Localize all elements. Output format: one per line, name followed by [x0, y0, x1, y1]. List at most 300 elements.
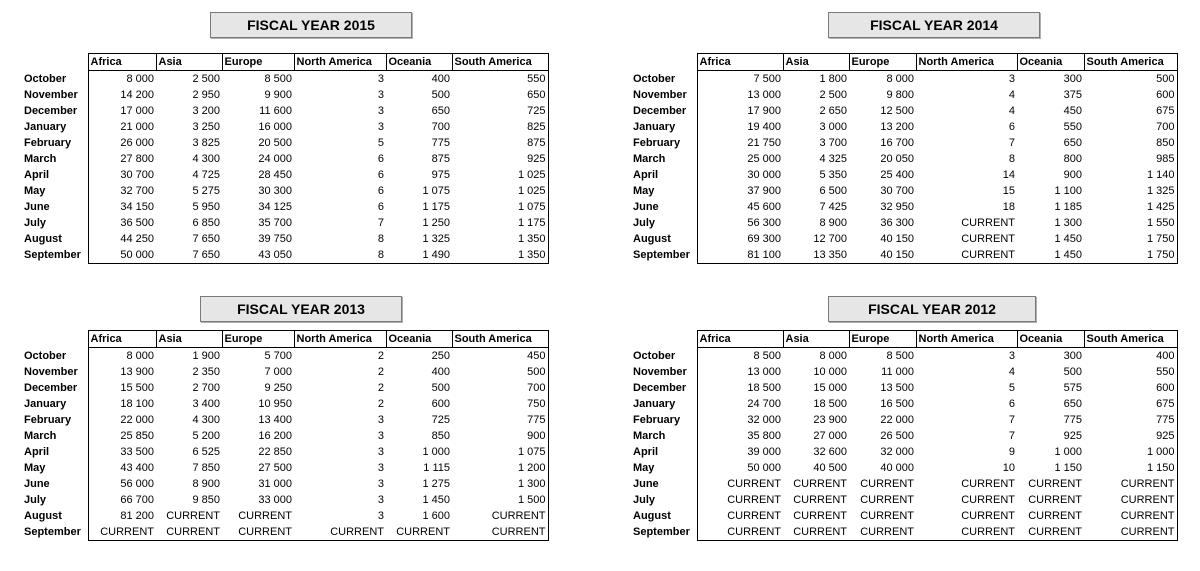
month-label: March — [631, 151, 697, 167]
value-cell: 775 — [452, 412, 548, 428]
value-cell: 7 500 — [753, 73, 781, 85]
value-cell: 16 200 — [258, 430, 292, 442]
value-cell: 600 — [1084, 87, 1177, 103]
month-label: April — [22, 444, 88, 460]
value-cell: 875 — [431, 153, 450, 165]
value-cell: CURRENT — [238, 510, 292, 522]
month-label: June — [631, 476, 697, 492]
value-cell: 1 000 — [422, 446, 450, 458]
value-cell: 4 — [1008, 366, 1015, 378]
value-cell: 10 — [1002, 462, 1015, 474]
table-row — [22, 476, 548, 492]
value-cell: 24 700 — [747, 398, 781, 410]
table-row — [22, 247, 548, 264]
value-cell: 26 000 — [120, 137, 154, 149]
value-cell: CURRENT — [727, 478, 781, 490]
value-cell: 3 — [377, 510, 384, 522]
table-row — [631, 428, 1177, 444]
table-row — [631, 135, 1177, 151]
value-cell: 13 500 — [880, 382, 914, 394]
value-cell: 16 500 — [880, 398, 914, 410]
value-cell: 14 200 — [120, 89, 154, 101]
value-cell: 1 150 — [1054, 462, 1082, 474]
value-cell: 3 — [1008, 73, 1015, 85]
value-cell: CURRENT — [961, 217, 1015, 229]
value-cell: 1 500 — [452, 492, 548, 508]
column-header: South America — [452, 331, 548, 348]
value-cell: 39 750 — [258, 233, 292, 245]
value-cell: 81 200 — [120, 510, 154, 522]
value-cell: 9 900 — [264, 89, 292, 101]
value-cell: 2 350 — [192, 366, 220, 378]
value-cell: 925 — [1084, 428, 1177, 444]
value-cell: 25 400 — [880, 169, 914, 181]
value-cell: 36 500 — [120, 217, 154, 229]
fiscal-year-table — [631, 53, 1178, 264]
month-label: May — [22, 183, 88, 199]
value-cell: 3 200 — [192, 105, 220, 117]
value-cell: 23 900 — [813, 414, 847, 426]
table-row — [631, 476, 1177, 492]
month-label: August — [631, 231, 697, 247]
value-cell: 4 725 — [192, 169, 220, 181]
value-cell: 30 700 — [120, 169, 154, 181]
value-cell: CURRENT — [1028, 478, 1082, 490]
value-cell: 775 — [431, 137, 450, 149]
value-cell: 500 — [452, 364, 548, 380]
value-cell: CURRENT — [386, 524, 452, 541]
value-cell: 550 — [1084, 364, 1177, 380]
value-cell: 25 850 — [120, 430, 154, 442]
month-label: November — [631, 87, 697, 103]
value-cell: 10 000 — [813, 366, 847, 378]
value-cell: 1 300 — [1054, 217, 1082, 229]
table-row — [22, 199, 548, 215]
table-row — [22, 396, 548, 412]
value-cell: 7 650 — [192, 233, 220, 245]
value-cell: 1 100 — [1054, 185, 1082, 197]
value-cell: 2 500 — [819, 89, 847, 101]
value-cell: CURRENT — [916, 247, 1017, 264]
value-cell: 30 000 — [747, 169, 781, 181]
value-cell: 7 425 — [819, 201, 847, 213]
value-cell: 775 — [1084, 412, 1177, 428]
value-cell: 27 000 — [813, 430, 847, 442]
month-label: July — [22, 492, 88, 508]
value-cell: 1 115 — [423, 462, 450, 474]
table-row — [22, 71, 548, 88]
value-cell: 2 500 — [192, 73, 220, 85]
value-cell: 1 000 — [1054, 446, 1082, 458]
value-cell: 800 — [1063, 153, 1082, 165]
value-cell: 1 300 — [452, 476, 548, 492]
value-cell: 31 000 — [258, 478, 292, 490]
value-cell: 13 000 — [747, 366, 781, 378]
month-label: February — [22, 135, 88, 151]
value-cell: CURRENT — [783, 524, 849, 541]
value-cell: 5 275 — [192, 185, 220, 197]
value-cell: 650 — [1063, 398, 1082, 410]
value-cell: 3 — [377, 478, 384, 490]
value-cell: 8 900 — [192, 478, 220, 490]
value-cell: 900 — [452, 428, 548, 444]
table-row — [631, 87, 1177, 103]
month-label: October — [22, 71, 88, 88]
value-cell: 6 — [1008, 121, 1015, 133]
month-label: February — [631, 412, 697, 428]
table-row — [631, 492, 1177, 508]
value-cell: 1 750 — [1084, 231, 1177, 247]
value-cell: 3 — [377, 105, 384, 117]
value-cell: 33 500 — [120, 446, 154, 458]
value-cell: CURRENT — [1028, 510, 1082, 522]
value-cell: 7 650 — [156, 247, 222, 264]
value-cell: 925 — [1063, 430, 1082, 442]
value-cell: 750 — [452, 396, 548, 412]
value-cell: 1 000 — [1084, 444, 1177, 460]
value-cell: 900 — [1063, 169, 1082, 181]
value-cell: 22 000 — [120, 414, 154, 426]
value-cell: 700 — [431, 121, 450, 133]
column-header: Africa — [697, 331, 783, 348]
value-cell: 37 900 — [747, 185, 781, 197]
table-row — [22, 167, 548, 183]
value-cell: CURRENT — [860, 510, 914, 522]
value-cell: 500 — [1063, 366, 1082, 378]
value-cell: CURRENT — [793, 510, 847, 522]
value-cell: 15 — [1002, 185, 1015, 197]
header-corner — [22, 54, 88, 71]
column-header: North America — [916, 54, 1017, 71]
month-label: September — [22, 247, 88, 264]
header-corner — [631, 331, 697, 348]
month-label: April — [631, 167, 697, 183]
value-cell: CURRENT — [452, 524, 548, 541]
value-cell: 40 150 — [849, 247, 916, 264]
month-label: April — [631, 444, 697, 460]
column-header: Europe — [222, 54, 294, 71]
value-cell: CURRENT — [222, 524, 294, 541]
value-cell: 6 — [1008, 398, 1015, 410]
value-cell: 5 200 — [192, 430, 220, 442]
value-cell: 700 — [452, 380, 548, 396]
table-row — [631, 119, 1177, 135]
value-cell: CURRENT — [1017, 524, 1084, 541]
value-cell: 30 300 — [258, 185, 292, 197]
value-cell: 6 525 — [192, 446, 220, 458]
value-cell: 600 — [1084, 380, 1177, 396]
value-cell: 21 750 — [747, 137, 781, 149]
month-label: March — [22, 428, 88, 444]
table-row — [631, 524, 1177, 541]
value-cell: 1 075 — [422, 185, 450, 197]
month-label: January — [22, 119, 88, 135]
value-cell: 8 — [1008, 153, 1015, 165]
value-cell: 1 350 — [452, 231, 548, 247]
value-cell: 7 — [377, 217, 384, 229]
column-header: Asia — [156, 331, 222, 348]
value-cell: 7 000 — [264, 366, 292, 378]
value-cell: 2 — [377, 398, 384, 410]
value-cell: CURRENT — [697, 524, 783, 541]
value-cell: 550 — [1063, 121, 1082, 133]
value-cell: 43 050 — [222, 247, 294, 264]
table-row — [22, 380, 548, 396]
value-cell: CURRENT — [727, 510, 781, 522]
table-row — [631, 215, 1177, 231]
value-cell: 925 — [452, 151, 548, 167]
value-cell: 1 600 — [422, 510, 450, 522]
fiscal-year-title: FISCAL YEAR 2013 — [200, 296, 402, 322]
value-cell: 250 — [431, 350, 450, 362]
value-cell: 26 500 — [880, 430, 914, 442]
value-cell: 16 000 — [258, 121, 292, 133]
month-label: October — [631, 348, 697, 365]
month-label: May — [22, 460, 88, 476]
value-cell: 4 — [1008, 105, 1015, 117]
month-label: November — [22, 87, 88, 103]
column-header: Europe — [222, 331, 294, 348]
value-cell: 400 — [431, 366, 450, 378]
value-cell: 3 — [377, 414, 384, 426]
value-cell: 34 150 — [120, 201, 154, 213]
table-row — [631, 412, 1177, 428]
value-cell: 6 850 — [192, 217, 220, 229]
value-cell: 45 600 — [747, 201, 781, 213]
fiscal-year-table — [22, 53, 549, 264]
value-cell: 8 900 — [819, 217, 847, 229]
value-cell: 8 000 — [819, 350, 847, 362]
table-row — [22, 103, 548, 119]
value-cell: 1 075 — [452, 199, 548, 215]
value-cell: 1 450 — [422, 494, 450, 506]
month-label: October — [22, 348, 88, 365]
value-cell: 11 000 — [881, 366, 914, 378]
value-cell: 7 — [1008, 137, 1015, 149]
fiscal-year-table — [631, 330, 1178, 541]
value-cell: 1 550 — [1084, 215, 1177, 231]
value-cell: 725 — [431, 414, 450, 426]
header-row — [22, 331, 548, 348]
value-cell: 300 — [1063, 350, 1082, 362]
value-cell: 4 300 — [192, 153, 220, 165]
header-row — [22, 54, 548, 71]
value-cell: 8 — [294, 247, 386, 264]
month-label: June — [22, 476, 88, 492]
value-cell: 1 450 — [1054, 233, 1082, 245]
value-cell: 13 350 — [783, 247, 849, 264]
value-cell: 850 — [1084, 135, 1177, 151]
column-header: Europe — [849, 331, 916, 348]
month-label: September — [22, 524, 88, 541]
month-label: January — [631, 119, 697, 135]
value-cell: 7 — [1008, 430, 1015, 442]
table-row — [22, 151, 548, 167]
value-cell: 1 450 — [1017, 247, 1084, 264]
column-header: North America — [294, 331, 386, 348]
column-header: Asia — [156, 54, 222, 71]
value-cell: 50 000 — [88, 247, 156, 264]
value-cell: 4 — [1008, 89, 1015, 101]
value-cell: 17 000 — [120, 105, 154, 117]
value-cell: CURRENT — [961, 233, 1015, 245]
value-cell: 28 450 — [258, 169, 292, 181]
value-cell: 32 000 — [747, 414, 781, 426]
value-cell: 2 700 — [192, 382, 220, 394]
column-header: South America — [452, 54, 548, 71]
value-cell: 700 — [1084, 119, 1177, 135]
value-cell: 8 000 — [886, 73, 914, 85]
table-row — [22, 231, 548, 247]
table-row — [631, 231, 1177, 247]
month-label: December — [22, 103, 88, 119]
month-label: November — [631, 364, 697, 380]
table-row — [22, 87, 548, 103]
value-cell: 11 600 — [259, 105, 292, 117]
month-label: July — [631, 215, 697, 231]
value-cell: 725 — [452, 103, 548, 119]
table-row — [631, 71, 1177, 88]
table-row — [631, 167, 1177, 183]
value-cell: 3 — [1008, 350, 1015, 362]
value-cell: 1 275 — [422, 478, 450, 490]
value-cell: CURRENT — [156, 524, 222, 541]
table-row — [22, 215, 548, 231]
month-label: February — [22, 412, 88, 428]
value-cell: 500 — [431, 89, 450, 101]
value-cell: 2 — [377, 350, 384, 362]
value-cell: 1 325 — [1084, 183, 1177, 199]
value-cell: 18 — [1002, 201, 1015, 213]
value-cell: 1 075 — [452, 444, 548, 460]
value-cell: 3 000 — [819, 121, 847, 133]
value-cell: 33 000 — [258, 494, 292, 506]
value-cell: CURRENT — [961, 494, 1015, 506]
column-header: Africa — [88, 331, 156, 348]
table-row — [22, 135, 548, 151]
value-cell: 550 — [452, 71, 548, 88]
value-cell: 3 — [377, 446, 384, 458]
table-row — [631, 444, 1177, 460]
value-cell: 20 050 — [880, 153, 914, 165]
value-cell: 32 600 — [813, 446, 847, 458]
value-cell: 600 — [431, 398, 450, 410]
value-cell: 35 800 — [747, 430, 781, 442]
value-cell: 8 000 — [126, 73, 154, 85]
value-cell: 17 900 — [747, 105, 781, 117]
column-header: South America — [1084, 331, 1177, 348]
month-label: September — [631, 247, 697, 264]
month-label: December — [22, 380, 88, 396]
table-row — [22, 444, 548, 460]
value-cell: 985 — [1084, 151, 1177, 167]
value-cell: 5 950 — [192, 201, 220, 213]
table-row — [631, 364, 1177, 380]
value-cell: 1 250 — [422, 217, 450, 229]
table-row — [22, 364, 548, 380]
column-header: Africa — [88, 54, 156, 71]
fiscal-year-title: FISCAL YEAR 2012 — [828, 296, 1036, 322]
value-cell: CURRENT — [1028, 494, 1082, 506]
value-cell: 1 325 — [422, 233, 450, 245]
value-cell: 3 — [377, 462, 384, 474]
value-cell: 30 700 — [880, 185, 914, 197]
value-cell: 14 — [1002, 169, 1015, 181]
month-label: July — [22, 215, 88, 231]
value-cell: CURRENT — [793, 494, 847, 506]
value-cell: 13 900 — [120, 366, 154, 378]
value-cell: 7 850 — [192, 462, 220, 474]
value-cell: CURRENT — [1084, 508, 1177, 524]
month-label: August — [22, 231, 88, 247]
header-row — [631, 54, 1177, 71]
value-cell: 500 — [1084, 71, 1177, 88]
value-cell: 56 300 — [747, 217, 781, 229]
value-cell: 6 500 — [819, 185, 847, 197]
table-row — [22, 524, 548, 541]
value-cell: CURRENT — [1084, 492, 1177, 508]
value-cell: CURRENT — [849, 524, 916, 541]
column-header: North America — [916, 331, 1017, 348]
value-cell: 22 000 — [880, 414, 914, 426]
value-cell: 775 — [1063, 414, 1082, 426]
header-corner — [631, 54, 697, 71]
value-cell: 44 250 — [120, 233, 154, 245]
value-cell: 18 100 — [120, 398, 154, 410]
value-cell: CURRENT — [727, 494, 781, 506]
value-cell: 3 — [377, 73, 384, 85]
value-cell: 18 500 — [813, 398, 847, 410]
value-cell: 12 500 — [880, 105, 914, 117]
header-row — [631, 331, 1177, 348]
value-cell: CURRENT — [1084, 476, 1177, 492]
value-cell: 56 000 — [120, 478, 154, 490]
value-cell: 575 — [1063, 382, 1082, 394]
value-cell: CURRENT — [860, 478, 914, 490]
month-label: December — [631, 103, 697, 119]
value-cell: 32 700 — [120, 185, 154, 197]
value-cell: CURRENT — [166, 510, 220, 522]
value-cell: 1 200 — [452, 460, 548, 476]
table-row — [631, 183, 1177, 199]
value-cell: 1 025 — [452, 167, 548, 183]
value-cell: 9 800 — [886, 89, 914, 101]
value-cell: 66 700 — [120, 494, 154, 506]
value-cell: 12 700 — [813, 233, 847, 245]
table-row — [22, 492, 548, 508]
value-cell: 5 350 — [819, 169, 847, 181]
month-label: March — [631, 428, 697, 444]
value-cell: 3 — [377, 121, 384, 133]
month-label: October — [631, 71, 697, 88]
value-cell: 1 350 — [452, 247, 548, 264]
value-cell: 1 800 — [819, 73, 847, 85]
value-cell: 1 425 — [1084, 199, 1177, 215]
value-cell: 3 825 — [192, 137, 220, 149]
value-cell: 35 700 — [258, 217, 292, 229]
value-cell: 24 000 — [258, 153, 292, 165]
value-cell: 3 700 — [819, 137, 847, 149]
value-cell: 450 — [1063, 105, 1082, 117]
value-cell: 1 185 — [1054, 201, 1082, 213]
column-header: South America — [1084, 54, 1177, 71]
table-row — [631, 380, 1177, 396]
value-cell: CURRENT — [860, 494, 914, 506]
value-cell: 25 000 — [747, 153, 781, 165]
value-cell: CURRENT — [452, 508, 548, 524]
value-cell: 27 500 — [258, 462, 292, 474]
value-cell: 10 950 — [258, 398, 292, 410]
